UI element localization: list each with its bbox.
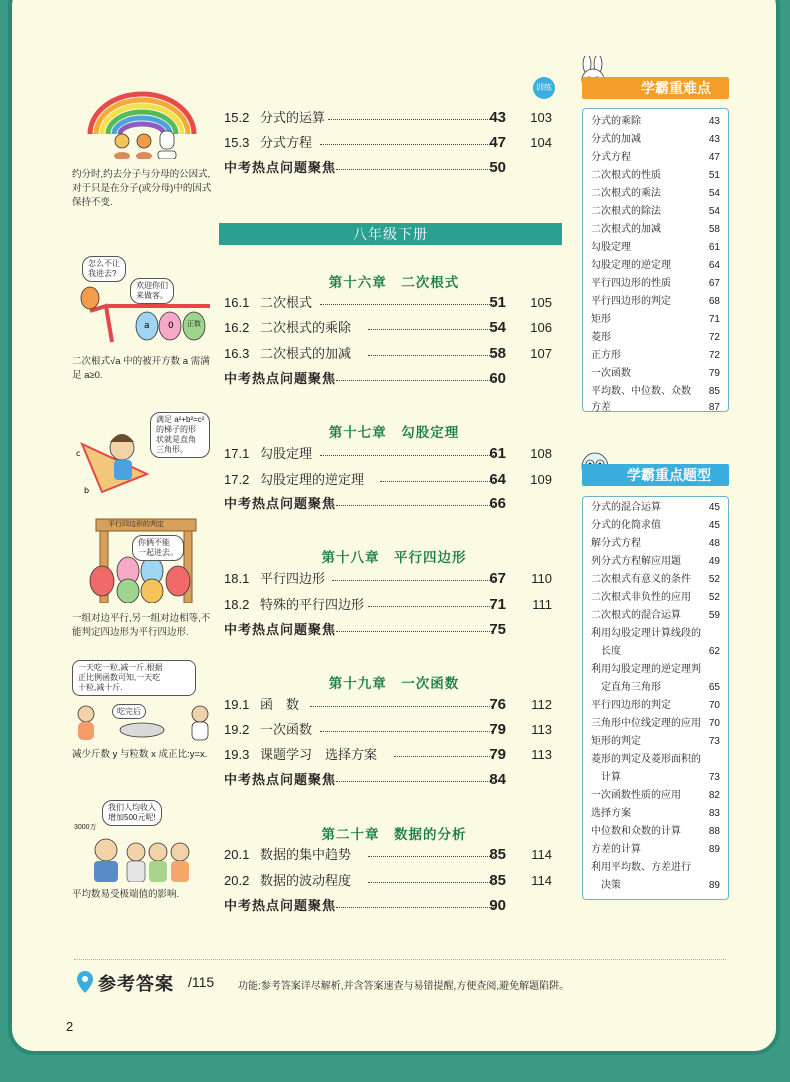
list-item[interactable] <box>591 293 720 311</box>
section-title: 中考热点问题聚焦 <box>224 160 337 175</box>
speech-text: 一天吃一粒,减一斤.根据 <box>78 663 163 672</box>
list-item[interactable] <box>591 167 720 185</box>
list-item[interactable] <box>591 715 720 733</box>
list-item[interactable] <box>591 239 720 257</box>
leader-dots <box>328 119 494 120</box>
toc-row[interactable] <box>224 720 564 740</box>
caption-line: 平均数易受极端值的影响. <box>72 889 180 900</box>
item-label: 列分式方程解应用题 <box>591 556 681 567</box>
speech-text: 满足 a²+b²=c² <box>156 415 205 424</box>
item-label: 方差 <box>591 402 611 413</box>
item-page: 73 <box>708 772 720 783</box>
section-title: 数据的波动程度 <box>260 873 352 888</box>
list-item[interactable] <box>591 751 720 769</box>
answer-page-number: 112 <box>531 697 552 712</box>
answer-page-number: 111 <box>532 597 552 612</box>
section-title: 中考热点问题聚焦 <box>224 898 337 913</box>
item-page: 54 <box>708 206 720 217</box>
section-title: 中考热点问题聚焦 <box>224 371 337 386</box>
answer-page-number: 114 <box>531 847 552 862</box>
list-item[interactable] <box>591 535 720 553</box>
leader-dots <box>336 907 494 908</box>
leader-dots <box>320 455 494 456</box>
item-label: 矩形的判定 <box>591 736 641 747</box>
item-label: 选择方案 <box>591 808 631 819</box>
list-item[interactable] <box>591 769 720 787</box>
item-page: 58 <box>708 224 720 235</box>
answers-title[interactable]: 参考答案 <box>98 974 174 994</box>
list-item[interactable] <box>591 697 720 715</box>
speech-text: 我进去? <box>88 269 117 278</box>
item-label: 二次根式有意义的条件 <box>591 574 691 585</box>
speech-text: 增加500元呢! <box>108 813 156 822</box>
section-number: 17.2 <box>224 472 250 487</box>
page-number: 84 <box>489 771 506 788</box>
item-page: 43 <box>708 134 720 145</box>
answer-page-number: 106 <box>530 320 552 335</box>
item-label: 二次根式的加减 <box>591 224 661 235</box>
item-label: 定直角三角形 <box>591 682 661 693</box>
speech-text: 我们人均收入 <box>108 803 156 812</box>
page-number: 61 <box>489 445 506 462</box>
section-title: 二次根式的加减 <box>260 346 352 361</box>
location-pin-icon <box>76 970 94 994</box>
speech-text: 状就是直角 <box>156 435 196 444</box>
section-title: 勾股定理的逆定理 <box>260 472 365 487</box>
chapter-title[interactable]: 第十七章 勾股定理 <box>328 425 460 440</box>
item-page: 72 <box>708 350 720 361</box>
item-label: 一次函数 <box>591 368 631 379</box>
page-number: 51 <box>489 294 506 311</box>
section-title: 分式的运算 <box>260 110 326 125</box>
answer-page-number: 108 <box>530 446 552 461</box>
list-item[interactable] <box>591 787 720 805</box>
item-label: 菱形 <box>591 332 611 343</box>
section-title: 一次函数 <box>260 722 313 737</box>
item-page: 52 <box>708 592 720 603</box>
toc-row[interactable] <box>224 695 564 715</box>
svg-text:c: c <box>76 449 81 458</box>
answer-page-number: 104 <box>530 135 552 150</box>
list-item[interactable] <box>591 589 720 607</box>
leader-dots <box>336 631 494 632</box>
section-title: 数据的集中趋势 <box>260 847 352 862</box>
item-label: 平行四边形的判定 <box>591 296 671 307</box>
list-item[interactable] <box>591 347 720 365</box>
section-title: 二次根式的乘除 <box>260 320 352 335</box>
item-label: 二次根式非负性的应用 <box>591 592 691 603</box>
section-number: 15.3 <box>224 135 250 150</box>
answer-page-number: 110 <box>531 571 552 586</box>
page-number: 85 <box>489 846 506 863</box>
page-number: 43 <box>489 109 506 126</box>
item-label: 利用平均数、方差进行 <box>591 862 691 873</box>
list-item[interactable] <box>591 661 720 679</box>
section-title: 平行四边形 <box>260 571 326 586</box>
item-label: 平行四边形的性质 <box>591 278 671 289</box>
section-title: 函 数 <box>260 697 300 712</box>
item-page: 65 <box>708 682 720 693</box>
list-item[interactable] <box>591 311 720 329</box>
svg-text:b: b <box>84 486 90 494</box>
item-page: 43 <box>708 116 720 127</box>
answers-description: 功能:参考答案详尽解析,并含答案速查与易错提醒,方便查阅,避免解题陷阱。 <box>238 981 570 992</box>
page-number: 90 <box>489 897 506 914</box>
list-item[interactable] <box>591 221 720 239</box>
parallelogram-illustration <box>72 511 212 603</box>
answer-page-number: 105 <box>530 295 552 310</box>
key-question-types-list <box>582 496 729 900</box>
item-page: 62 <box>708 646 720 657</box>
section-title: 勾股定理 <box>260 446 313 461</box>
item-page: 59 <box>708 610 720 621</box>
item-label: 分式的乘除 <box>591 116 641 127</box>
leader-dots <box>368 882 494 883</box>
list-item[interactable] <box>591 733 720 751</box>
item-page: 71 <box>708 314 720 325</box>
answer-page-number: 114 <box>531 873 552 888</box>
svg-text:a: a <box>144 321 150 331</box>
item-label: 平行四边形的判定 <box>591 700 671 711</box>
leader-dots <box>368 355 494 356</box>
list-item[interactable] <box>591 607 720 625</box>
speech-text: 正比例函数可知,一天吃 <box>78 673 161 682</box>
toc-row[interactable] <box>224 293 564 313</box>
item-page: 70 <box>708 700 720 711</box>
leader-dots <box>320 144 494 145</box>
speech-text: 三角形。 <box>156 445 188 454</box>
section-title: 课题学习 选择方案 <box>260 747 378 762</box>
leader-dots <box>310 706 494 707</box>
toc-row[interactable] <box>224 344 564 364</box>
item-label: 三角形中位线定理的应用 <box>591 718 701 729</box>
toc-row[interactable] <box>224 444 564 464</box>
linear-function-illustration <box>72 660 212 742</box>
list-item[interactable] <box>591 679 720 697</box>
item-label: 菱形的判定及菱形面积的 <box>591 754 701 765</box>
item-page: 70 <box>708 718 720 729</box>
key-difficulties-header: 学霸重难点 <box>582 77 729 99</box>
chapter-title[interactable]: 第十九章 一次函数 <box>328 676 460 691</box>
rainbow-illustration <box>72 79 212 159</box>
section-number: 18.1 <box>224 571 250 586</box>
section-number: 20.2 <box>224 873 250 888</box>
page-number: 67 <box>489 570 506 587</box>
item-label: 一次函数性质的应用 <box>591 790 681 801</box>
item-page: 52 <box>708 574 720 585</box>
list-item[interactable] <box>591 257 720 275</box>
item-label: 长度 <box>591 646 621 657</box>
item-page: 89 <box>708 880 720 891</box>
leader-dots <box>368 606 494 607</box>
answer-page-number: 107 <box>530 346 552 361</box>
leader-dots <box>394 756 494 757</box>
page-number: 50 <box>489 159 506 176</box>
section-number: 20.1 <box>224 847 250 862</box>
item-page: 48 <box>708 538 720 549</box>
list-item[interactable] <box>591 499 720 517</box>
section-number: 16.2 <box>224 320 250 335</box>
caption-line: 减少斤数 y 与粒数 x 成正比:y=x. <box>72 749 208 760</box>
section-number: 19.3 <box>224 747 250 762</box>
leader-dots <box>380 481 494 482</box>
section-title: 中考热点问题聚焦 <box>224 496 337 511</box>
answer-page-number: 113 <box>531 747 552 762</box>
item-page: 87 <box>708 402 720 413</box>
grade-banner: 八年级下册 <box>219 223 562 245</box>
answer-page-number: 109 <box>530 472 552 487</box>
caption-line: 约分时,约去分子与分母的公因式, <box>72 169 211 180</box>
item-label: 利用勾股定理的逆定理判 <box>591 664 701 675</box>
speech-text: 欢迎你们 <box>136 281 168 290</box>
leader-dots <box>368 329 494 330</box>
item-page: 73 <box>708 736 720 747</box>
list-item[interactable] <box>591 113 720 131</box>
page-number: 76 <box>489 696 506 713</box>
list-item[interactable] <box>591 275 720 293</box>
toc-row-hot-topics[interactable] <box>224 158 564 178</box>
item-page: 89 <box>708 844 720 855</box>
ab-label: 正数 <box>187 321 201 328</box>
leader-dots <box>336 380 494 381</box>
toc-row-hot-topics[interactable] <box>224 896 564 916</box>
list-item[interactable] <box>591 859 720 877</box>
list-item[interactable] <box>591 131 720 149</box>
toc-row[interactable] <box>224 871 564 891</box>
toc-row[interactable] <box>224 569 564 589</box>
chapter-title[interactable]: 第十六章 二次根式 <box>328 275 460 290</box>
chapter-title[interactable]: 第十八章 平行四边形 <box>321 550 467 565</box>
list-item[interactable] <box>591 329 720 347</box>
speech-text: 一起进去。 <box>138 548 178 557</box>
list-item[interactable] <box>591 185 720 203</box>
item-label: 勾股定理的逆定理 <box>591 260 671 271</box>
item-label: 方差的计算 <box>591 844 641 855</box>
toc-row[interactable] <box>224 595 564 615</box>
caption-line: 二次根式√a 中的被开方数 a 需满 <box>72 356 210 367</box>
page-number: 79 <box>489 721 506 738</box>
pythagoras-illustration <box>72 414 212 494</box>
page-number: 47 <box>489 134 506 151</box>
item-page: 82 <box>708 790 720 801</box>
item-page: 49 <box>708 556 720 567</box>
gate-sign: 平行四边形的判定 <box>108 521 164 528</box>
leader-dots <box>320 731 494 732</box>
item-label: 二次根式的混合运算 <box>591 610 681 621</box>
section-title: 二次根式 <box>260 295 313 310</box>
item-page: 88 <box>708 826 720 837</box>
item-page: 54 <box>708 188 720 199</box>
leader-dots <box>368 856 494 857</box>
item-page: 45 <box>708 520 720 531</box>
caption-line: 足 a≥0. <box>72 370 103 381</box>
toc-row-hot-topics[interactable] <box>224 494 564 514</box>
page-number: 54 <box>489 319 506 336</box>
item-label: 二次根式的除法 <box>591 206 661 217</box>
item-page: 45 <box>708 502 720 513</box>
list-item[interactable] <box>591 571 720 589</box>
page-number: 66 <box>489 495 506 512</box>
section-number: 16.3 <box>224 346 250 361</box>
list-item[interactable] <box>591 517 720 535</box>
section-title: 中考热点问题聚焦 <box>224 772 337 787</box>
section-title: 分式方程 <box>260 135 313 150</box>
item-label: 矩形 <box>591 314 611 325</box>
item-label: 中位数和众数的计算 <box>591 826 681 837</box>
list-item[interactable] <box>591 877 720 895</box>
section-number: 18.2 <box>224 597 250 612</box>
svg-text:0: 0 <box>168 321 174 331</box>
page-number: 58 <box>489 345 506 362</box>
list-item[interactable] <box>591 365 720 383</box>
footer-divider <box>74 959 726 960</box>
toc-row[interactable] <box>224 108 564 128</box>
item-label: 二次根式的性质 <box>591 170 661 181</box>
toc-row[interactable] <box>224 470 564 490</box>
item-page: 67 <box>708 278 720 289</box>
section-title: 中考热点问题聚焦 <box>224 622 337 637</box>
list-item[interactable] <box>591 841 720 859</box>
toc-row[interactable] <box>224 745 564 765</box>
list-item[interactable] <box>591 553 720 571</box>
leader-dots <box>336 781 494 782</box>
leader-dots <box>336 169 494 170</box>
list-item[interactable] <box>591 149 720 167</box>
page-number-footer: 2 <box>66 1019 74 1034</box>
leader-dots <box>320 304 494 305</box>
caption-line: 保持不变. <box>72 197 113 208</box>
item-label: 决策 <box>591 880 621 891</box>
item-page: 85 <box>708 386 720 397</box>
section-number: 19.1 <box>224 697 250 712</box>
item-page: 61 <box>708 242 720 253</box>
item-label: 利用勾股定理计算线段的 <box>591 628 701 639</box>
page-number: 64 <box>489 471 506 488</box>
toc-row-hot-topics[interactable] <box>224 770 564 790</box>
speech-text: 3000万 <box>74 824 97 831</box>
caption-line: 对于只是在分子(或分母)中的因式 <box>72 183 212 194</box>
item-label: 计算 <box>591 772 621 783</box>
item-label: 分式的混合运算 <box>591 502 661 513</box>
list-item[interactable] <box>591 625 720 643</box>
caption-line: 一组对边平行,另一组对边相等,不 <box>72 613 211 624</box>
item-label: 分式的化简求值 <box>591 520 661 531</box>
list-item[interactable] <box>591 805 720 823</box>
item-label: 二次根式的乘法 <box>591 188 661 199</box>
section-number: 19.2 <box>224 722 250 737</box>
list-item[interactable] <box>591 399 720 417</box>
list-item[interactable] <box>591 643 720 661</box>
section-title: 特殊的平行四边形 <box>260 597 365 612</box>
item-label: 分式方程 <box>591 152 631 163</box>
toc-row-hot-topics[interactable] <box>224 369 564 389</box>
speech-text: 来做客。 <box>136 291 168 300</box>
caption-line: 能判定四边形为平行四边形. <box>72 627 189 638</box>
page-number: 79 <box>489 746 506 763</box>
chapter-title[interactable]: 第二十章 数据的分析 <box>321 827 467 842</box>
item-label: 正方形 <box>591 350 621 361</box>
answers-page: /115 <box>188 974 215 990</box>
item-page: 79 <box>708 368 720 379</box>
page-number: 71 <box>489 596 506 613</box>
page-number: 60 <box>489 370 506 387</box>
list-item[interactable] <box>591 823 720 841</box>
item-label: 平均数、中位数、众数 <box>591 386 691 397</box>
speech-text: 十粒,减十斤. <box>78 683 123 692</box>
item-page: 51 <box>708 170 720 181</box>
toc-row[interactable] <box>224 845 564 865</box>
answer-page-number: 113 <box>531 722 552 737</box>
page-sheet <box>8 0 780 1055</box>
item-page: 83 <box>708 808 720 819</box>
page-number: 75 <box>489 621 506 638</box>
item-label: 解分式方程 <box>591 538 641 549</box>
section-number: 17.1 <box>224 446 250 461</box>
radical-illustration <box>72 256 212 346</box>
toc-row[interactable] <box>224 318 564 338</box>
item-page: 72 <box>708 332 720 343</box>
speech-text: 的梯子的形 <box>156 425 196 434</box>
section-number: 15.2 <box>224 110 250 125</box>
toc-row[interactable] <box>224 133 564 153</box>
speech-text: 怎么不让 <box>88 259 120 268</box>
item-label: 分式的加减 <box>591 134 641 145</box>
item-page: 68 <box>708 296 720 307</box>
item-page: 47 <box>708 152 720 163</box>
key-question-types-header: 学霸重点题型 <box>582 464 729 486</box>
section-number: 16.1 <box>224 295 250 310</box>
training-badge: 训练 <box>533 77 555 99</box>
page-number: 85 <box>489 872 506 889</box>
leader-dots <box>332 580 494 581</box>
toc-row-hot-topics[interactable] <box>224 620 564 640</box>
list-item[interactable] <box>591 203 720 221</box>
speech-text: 你俩不能 <box>138 538 170 547</box>
leader-dots <box>336 505 494 506</box>
item-label: 勾股定理 <box>591 242 631 253</box>
average-illustration <box>72 800 212 882</box>
speech-text: 吃完后 <box>112 704 146 719</box>
answer-page-number: 103 <box>530 110 552 125</box>
key-difficulties-list <box>582 108 729 412</box>
item-page: 64 <box>708 260 720 271</box>
